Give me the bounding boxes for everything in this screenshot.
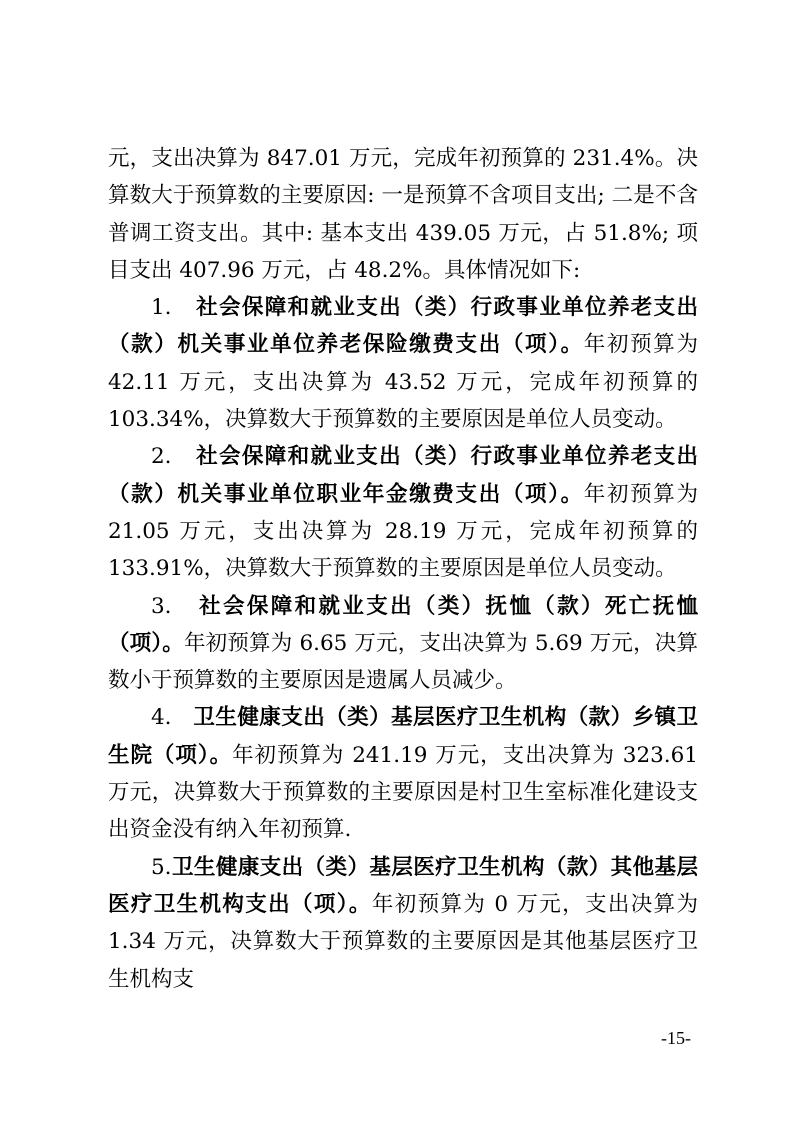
item-4-body: 年初预算为 241.19 万元，支出决算为 323.61 万元，决算数大于预算数的主要原因是村卫生室标准化建设支出资金没有纳入年初预算. [108, 742, 698, 843]
item-2-title: 社会保障和就业支出（类）行政事业单位养老支出（款）机关事业单位职业年金缴费支出（项）。 [108, 444, 698, 507]
page-number: -15- [661, 1028, 691, 1048]
item-4-title: 卫生健康支出（类）基层医疗卫生机构（款）乡镇卫生院（项）。 [108, 705, 698, 768]
item-5-number: 5. [151, 854, 172, 880]
item-1-paragraph [108, 289, 698, 438]
item-2-number: 2. [151, 444, 172, 470]
item-2-paragraph [108, 438, 698, 587]
item-3-title: 社会保障和就业支出（类）抚恤（款）死亡抚恤（项）。 [108, 593, 698, 656]
item-4-paragraph [108, 699, 698, 848]
item-1-number: 1. [151, 295, 172, 321]
body-text [108, 140, 698, 998]
item-3-body: 年初预算为 6.65 万元，支出决算为 5.69 万元，决算数小于预算数的主要原因是遗属人员减少。 [108, 630, 698, 694]
item-3-number: 3. [151, 593, 172, 619]
item-2-body: 年初预算为 21.05 万元，支出决算为 28.19 万元，完成年初预算的 133.91%，决算数大于预算数的主要原因是单位人员变动。 [108, 481, 698, 582]
item-3-paragraph [108, 588, 698, 700]
item-1-title: 社会保障和就业支出（类）行政事业单位养老支出（款）机关事业单位养老保险缴费支出（项）。 [108, 295, 698, 358]
item-5-paragraph [108, 849, 698, 998]
item-4-number: 4. [151, 705, 172, 731]
intro-paragraph: 元，支出决算为 847.01 万元，完成年初预算的 231.4%。决算数大于预算数的主要原因: 一是预算不含项目支出; 二是不含普调工资支出。其中: 基本支出 439.05 万元，占 51.8%; 项目支出 407.96 万元，占 48.2%。具体情况如下: [108, 146, 698, 283]
item-5-body: 年初预算为 0 万元，支出决算为 1.34 万元，决算数大于预算数的主要原因是其他基层医疗卫生机构支 [108, 891, 698, 992]
item-5-title: 卫生健康支出（类）基层医疗卫生机构（款）其他基层医疗卫生机构支出（项）。 [108, 854, 698, 917]
item-1-body: 年初预算为 42.11 万元，支出决算为 43.52 万元，完成年初预算的 103.34%，决算数大于预算数的主要原因是单位人员变动。 [108, 332, 698, 433]
